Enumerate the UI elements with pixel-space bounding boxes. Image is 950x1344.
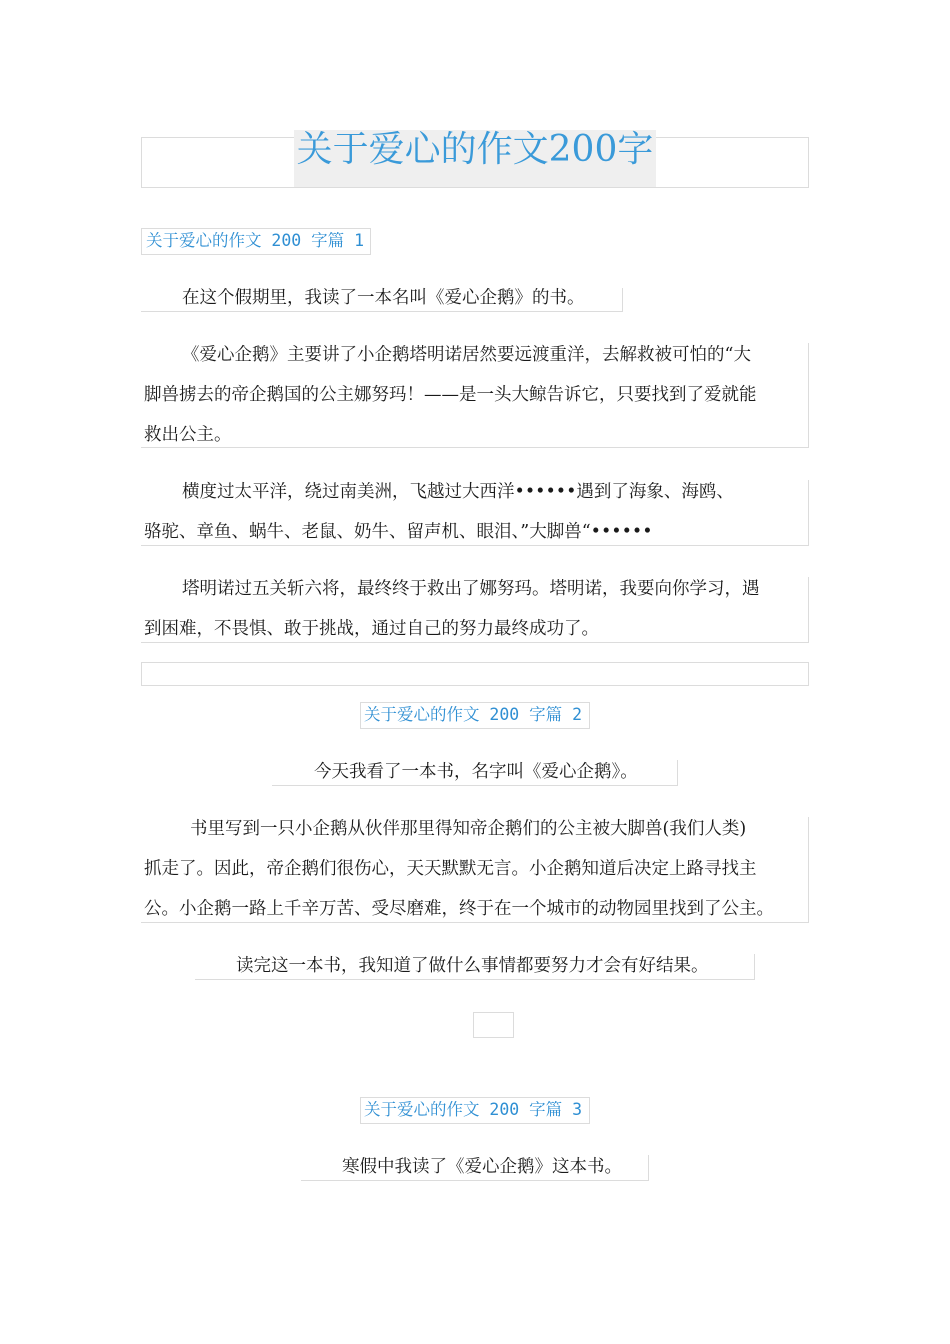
empty-paragraph-frame (473, 1012, 514, 1038)
paragraph-line: 《爱心企鹅》主要讲了小企鹅塔明诺居然要远渡重洋，去解救被可怕的“大 (182, 345, 751, 365)
section-2-heading: 关于爱心的作文 200 字篇 2 (364, 705, 583, 724)
paragraph-line: 救出公主。 (144, 425, 232, 445)
document-title: 关于爱心的作文200字 (296, 129, 654, 170)
section-3-heading: 关于爱心的作文 200 字篇 3 (364, 1100, 583, 1119)
paragraph-line: 横度过太平洋，绕过南美洲，飞越过大西洋••••••遇到了海象、海鸥、 (182, 482, 734, 502)
paragraph-line: 骆驼、章鱼、蜗牛、老鼠、奶牛、留声机、眼泪、”大脚兽“•••••• (144, 522, 653, 542)
paragraph-line: 寒假中我读了《爱心企鹅》这本书。 (342, 1157, 622, 1177)
paragraph-line: 书里写到一只小企鹅从伙伴那里得知帝企鹅们的公主被大脚兽(我们人类) (190, 819, 747, 839)
paragraph-line: 在这个假期里，我读了一本名叫《爱心企鹅》的书。 (182, 288, 585, 308)
paragraph-line: 到困难，不畏惧、敢于挑战，通过自己的努力最终成功了。 (144, 619, 599, 639)
paragraph-line: 公。小企鹅一路上千辛万苦、受尽磨难，终于在一个城市的动物园里找到了公主。 (144, 899, 774, 919)
empty-paragraph-frame (141, 662, 809, 686)
section-1-heading: 关于爱心的作文 200 字篇 1 (146, 231, 365, 250)
paragraph-line: 读完这一本书，我知道了做什么事情都要努力才会有好结果。 (236, 956, 709, 976)
paragraph-line: 今天我看了一本书，名字叫《爱心企鹅》。 (314, 762, 638, 782)
paragraph-line: 抓走了。因此，帝企鹅们很伤心，天天默默无言。小企鹅知道后决定上路寻找主 (144, 859, 757, 879)
paragraph-line: 脚兽掳去的帝企鹅国的公主娜努玛！——是一头大鲸告诉它，只要找到了爱就能 (144, 385, 757, 405)
paragraph-line: 塔明诺过五关斩六将，最终终于救出了娜努玛。塔明诺，我要向你学习，遇 (182, 579, 760, 599)
